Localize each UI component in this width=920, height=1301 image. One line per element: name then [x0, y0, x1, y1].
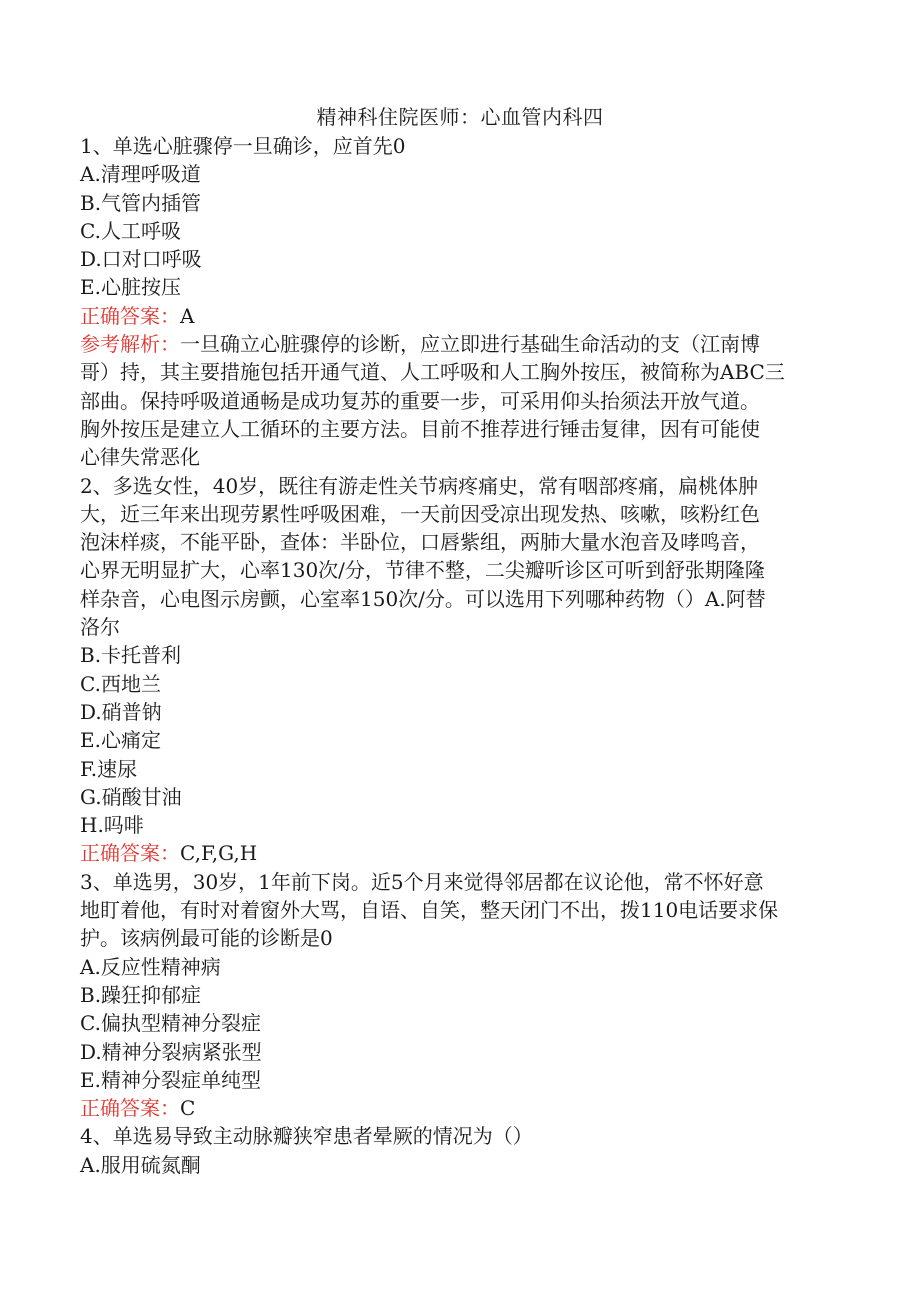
answer-label: 正确答案： [80, 303, 180, 328]
question-1-answer [80, 302, 840, 330]
document-body [80, 132, 840, 1179]
question-2-option-d: D.硝普钠 [80, 699, 162, 724]
question-2-option-g: G.硝酸甘油 [80, 784, 182, 809]
question-1-analysis-line: 心律失常恶化 [80, 445, 200, 470]
question-3-option-c: C.偏执型精神分裂症 [80, 1011, 261, 1036]
question-1-analysis-line: 哥）持，其主要措施包括开通气道、人工呼吸和人工胸外按压，被简称为ABC三 [80, 360, 785, 385]
question-3-stem-line: 3、单选男，30岁，1年前下岗。近5个月来觉得邻居都在议论他，常不怀好意 [80, 869, 764, 894]
question-2-option-b: B.卡托普利 [80, 643, 182, 668]
analysis-text: 一旦确立心脏骤停的诊断，应立即进行基础生命活动的支（江南博 [180, 332, 760, 357]
question-2-option-e: E.心痛定 [80, 728, 161, 753]
question-2-option-h: H.吗啡 [80, 813, 144, 838]
analysis-label: 参考解析： [80, 332, 180, 357]
question-1-option-b: B.气管内插管 [80, 190, 202, 215]
answer-value: A [180, 303, 195, 328]
answer-label: 正确答案： [80, 841, 180, 866]
question-3-option-d: D.精神分裂病紧张型 [80, 1039, 262, 1064]
question-3-option-a: A.反应性精神病 [80, 954, 221, 979]
question-1-analysis-line: 部曲。保持呼吸道通畅是成功复苏的重要一步，可采用仰头抬须法开放气道。 [80, 388, 760, 413]
question-2-option-c: C.西地兰 [80, 671, 161, 696]
answer-value: C,F,G,H [180, 841, 258, 866]
question-2-stem-line: 泡沫样痰，不能平卧，查体：半卧位，口唇紫组，两肺大量水泡音及哮鸣音， [80, 530, 760, 555]
question-2-stem-line: 大，近三年来出现劳累性呼吸困难，一天前因受凉出现发热、咳嗽，咳粉红色 [80, 501, 760, 526]
question-3-option-e: E.精神分裂症单纯型 [80, 1067, 261, 1092]
answer-label: 正确答案： [80, 1096, 180, 1121]
question-4-stem: 4、单选易导致主动脉瓣狭窄患者晕厥的情况为（） [80, 1124, 533, 1149]
question-2-stem-line: 心界无明显扩大，心率130次/分，节律不整，二尖瓣听诊区可听到舒张期隆隆 [80, 558, 765, 583]
question-1-analysis-line: 胸外按压是建立人工循环的主要方法。目前不推荐进行锤击复律，因有可能使 [80, 416, 760, 441]
question-2-stem-line: 样杂音，心电图示房颤，心室率150次/分。可以选用下列哪种药物（）A.阿替 [80, 586, 766, 611]
question-2-option-f: F.速尿 [80, 756, 138, 781]
question-1-option-d: D.口对口呼吸 [80, 247, 202, 272]
question-3-answer [80, 1094, 840, 1122]
question-4-option-a: A.服用硫氮酮 [80, 1152, 201, 1177]
question-2-answer [80, 839, 840, 867]
question-1-option-c: C.人工呼吸 [80, 218, 181, 243]
answer-value: C [180, 1096, 196, 1121]
question-3-stem-line: 护。该病例最可能的诊断是0 [80, 926, 333, 951]
document-title: 精神科住院医师：心血管内科四 [316, 105, 604, 129]
question-3-stem-line: 地盯着他，有时对着窗外大骂，自语、自笑，整天闭门不出，拨110电话要求保 [80, 898, 779, 923]
question-1-option-e: E.心脏按压 [80, 275, 181, 300]
question-1-stem: 1、单选心脏骤停一旦确诊，应首先0 [80, 134, 406, 158]
question-3-option-b: B.躁狂抑郁症 [80, 982, 202, 1007]
question-2-stem-line: 洛尔 [80, 615, 120, 640]
question-1-analysis-line [80, 330, 840, 358]
question-1-option-a: A.清理呼吸道 [80, 162, 201, 187]
question-2-stem-line: 2、多选女性，40岁，既往有游走性关节病疼痛史，常有咽部疼痛，扁桃体肿 [80, 473, 759, 498]
